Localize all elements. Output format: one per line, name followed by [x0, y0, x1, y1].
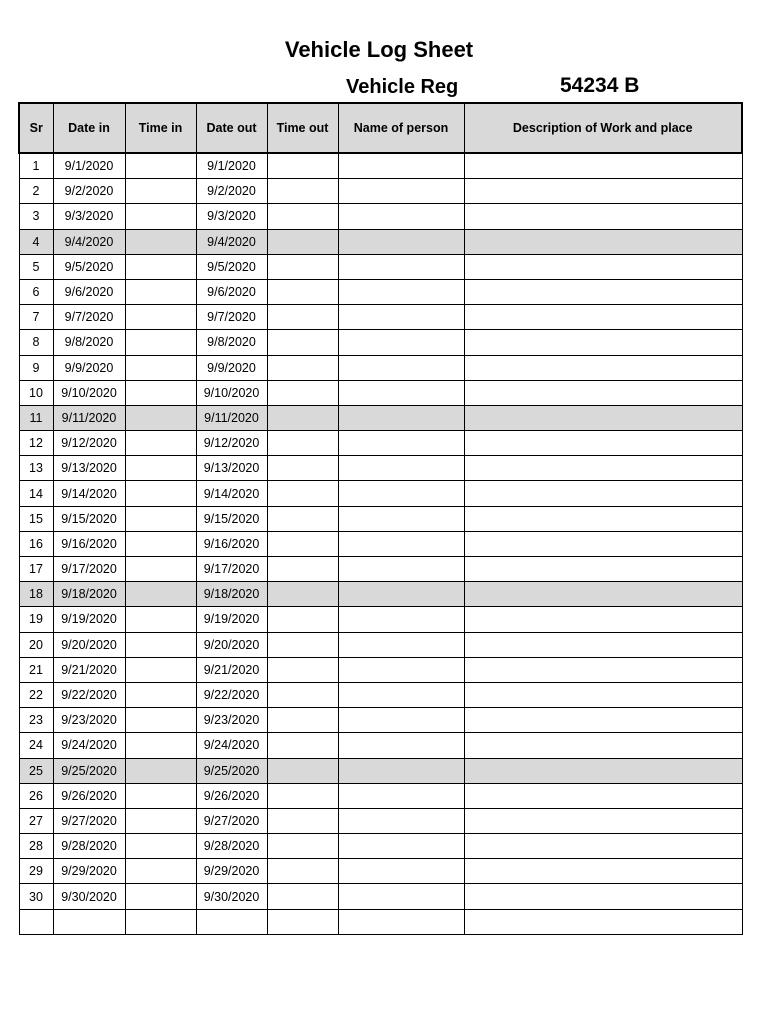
table-row [19, 431, 742, 456]
cell-time-out [267, 481, 338, 506]
cell-time-in [125, 909, 196, 934]
cell-name-of-person [338, 607, 464, 632]
cell-sr: 11 [19, 405, 53, 430]
cell-name-of-person [338, 506, 464, 531]
cell-time-in [125, 758, 196, 783]
cell-date-in: 9/12/2020 [53, 431, 125, 456]
cell-date-out: 9/24/2020 [196, 733, 267, 758]
cell-sr: 1 [19, 153, 53, 179]
table-row [19, 506, 742, 531]
cell-date-out: 9/12/2020 [196, 431, 267, 456]
cell-description [464, 733, 742, 758]
cell-sr: 30 [19, 884, 53, 909]
cell-time-in [125, 531, 196, 556]
cell-name-of-person [338, 808, 464, 833]
cell-date-in: 9/5/2020 [53, 254, 125, 279]
page-title: Vehicle Log Sheet [284, 37, 474, 62]
cell-name-of-person [338, 254, 464, 279]
cell-time-out [267, 456, 338, 481]
cell-date-out: 9/17/2020 [196, 557, 267, 582]
cell-date-in [53, 909, 125, 934]
cell-sr: 15 [19, 506, 53, 531]
cell-time-out [267, 355, 338, 380]
cell-time-in [125, 204, 196, 229]
cell-date-in: 9/14/2020 [53, 481, 125, 506]
cell-date-out: 9/16/2020 [196, 531, 267, 556]
cell-description [464, 783, 742, 808]
cell-date-in: 9/20/2020 [53, 632, 125, 657]
cell-sr: 5 [19, 254, 53, 279]
cell-name-of-person [338, 531, 464, 556]
cell-name-of-person [338, 733, 464, 758]
cell-date-out: 9/21/2020 [196, 657, 267, 682]
cell-date-in: 9/13/2020 [53, 456, 125, 481]
cell-name-of-person [338, 380, 464, 405]
cell-name-of-person [338, 481, 464, 506]
cell-date-out: 9/22/2020 [196, 682, 267, 707]
cell-time-in [125, 859, 196, 884]
cell-time-in [125, 229, 196, 254]
cell-time-out [267, 582, 338, 607]
cell-date-out: 9/3/2020 [196, 204, 267, 229]
table-row [19, 179, 742, 204]
cell-description [464, 557, 742, 582]
cell-name-of-person [338, 859, 464, 884]
cell-description [464, 153, 742, 179]
cell-time-out [267, 506, 338, 531]
cell-date-out: 9/30/2020 [196, 884, 267, 909]
table-row [19, 305, 742, 330]
cell-description [464, 531, 742, 556]
cell-time-out [267, 657, 338, 682]
cell-date-out: 9/29/2020 [196, 859, 267, 884]
cell-time-out [267, 204, 338, 229]
cell-time-out [267, 153, 338, 179]
cell-name-of-person [338, 431, 464, 456]
cell-date-out: 9/23/2020 [196, 708, 267, 733]
cell-time-in [125, 733, 196, 758]
cell-time-out [267, 682, 338, 707]
cell-sr: 14 [19, 481, 53, 506]
table-row [19, 808, 742, 833]
cell-name-of-person [338, 632, 464, 657]
cell-sr: 2 [19, 179, 53, 204]
cell-description [464, 808, 742, 833]
cell-name-of-person [338, 657, 464, 682]
cell-description [464, 758, 742, 783]
table-row [19, 204, 742, 229]
cell-date-in: 9/9/2020 [53, 355, 125, 380]
header-time-in: Time in [125, 103, 196, 153]
cell-date-out: 9/5/2020 [196, 254, 267, 279]
cell-date-out [196, 909, 267, 934]
cell-sr: 27 [19, 808, 53, 833]
cell-description [464, 179, 742, 204]
table-row [19, 884, 742, 909]
cell-sr: 23 [19, 708, 53, 733]
header-sr: Sr [19, 103, 53, 153]
table-row [19, 582, 742, 607]
header-date-out: Date out [196, 103, 267, 153]
cell-time-in [125, 884, 196, 909]
cell-name-of-person [338, 229, 464, 254]
cell-time-out [267, 380, 338, 405]
cell-time-out [267, 758, 338, 783]
header-name-of-person: Name of person [338, 103, 464, 153]
cell-time-in [125, 834, 196, 859]
cell-date-in: 9/26/2020 [53, 783, 125, 808]
cell-time-out [267, 909, 338, 934]
cell-date-out: 9/1/2020 [196, 153, 267, 179]
table-row [19, 557, 742, 582]
cell-date-in: 9/3/2020 [53, 204, 125, 229]
cell-date-out: 9/18/2020 [196, 582, 267, 607]
cell-date-in: 9/1/2020 [53, 153, 125, 179]
table-row [19, 783, 742, 808]
cell-time-in [125, 431, 196, 456]
cell-date-out: 9/9/2020 [196, 355, 267, 380]
cell-description [464, 204, 742, 229]
table-row [19, 330, 742, 355]
table-row [19, 153, 742, 179]
cell-description [464, 909, 742, 934]
cell-time-in [125, 682, 196, 707]
cell-name-of-person [338, 153, 464, 179]
cell-date-out: 9/10/2020 [196, 380, 267, 405]
cell-date-in: 9/4/2020 [53, 229, 125, 254]
table-row [19, 355, 742, 380]
cell-sr: 6 [19, 279, 53, 304]
cell-name-of-person [338, 682, 464, 707]
cell-time-in [125, 405, 196, 430]
cell-time-out [267, 531, 338, 556]
cell-description [464, 859, 742, 884]
cell-name-of-person [338, 582, 464, 607]
cell-sr: 16 [19, 531, 53, 556]
cell-time-out [267, 783, 338, 808]
table-row [19, 859, 742, 884]
table-row [19, 481, 742, 506]
cell-description [464, 884, 742, 909]
cell-sr: 10 [19, 380, 53, 405]
cell-date-out: 9/6/2020 [196, 279, 267, 304]
cell-sr: 7 [19, 305, 53, 330]
cell-sr: 20 [19, 632, 53, 657]
table-row [19, 909, 742, 934]
cell-description [464, 355, 742, 380]
cell-time-out [267, 405, 338, 430]
cell-name-of-person [338, 305, 464, 330]
cell-name-of-person [338, 355, 464, 380]
cell-name-of-person [338, 405, 464, 430]
cell-time-in [125, 355, 196, 380]
cell-sr: 17 [19, 557, 53, 582]
cell-time-in [125, 783, 196, 808]
cell-time-in [125, 330, 196, 355]
cell-name-of-person [338, 179, 464, 204]
cell-time-in [125, 279, 196, 304]
cell-date-in: 9/6/2020 [53, 279, 125, 304]
cell-date-in: 9/18/2020 [53, 582, 125, 607]
cell-description [464, 657, 742, 682]
cell-date-out: 9/28/2020 [196, 834, 267, 859]
table-row [19, 657, 742, 682]
cell-date-out: 9/20/2020 [196, 632, 267, 657]
cell-description [464, 708, 742, 733]
cell-sr: 18 [19, 582, 53, 607]
cell-description [464, 456, 742, 481]
cell-date-in: 9/8/2020 [53, 330, 125, 355]
cell-date-in: 9/29/2020 [53, 859, 125, 884]
cell-time-out [267, 179, 338, 204]
table-row [19, 254, 742, 279]
header-description: Description of Work and place [464, 103, 742, 153]
table-row [19, 708, 742, 733]
cell-time-out [267, 884, 338, 909]
table-row [19, 607, 742, 632]
cell-date-in: 9/11/2020 [53, 405, 125, 430]
cell-time-in [125, 305, 196, 330]
cell-time-out [267, 305, 338, 330]
cell-date-out: 9/2/2020 [196, 179, 267, 204]
cell-date-out: 9/7/2020 [196, 305, 267, 330]
table-row [19, 380, 742, 405]
cell-time-out [267, 279, 338, 304]
cell-sr: 9 [19, 355, 53, 380]
cell-date-in: 9/28/2020 [53, 834, 125, 859]
cell-date-in: 9/15/2020 [53, 506, 125, 531]
cell-description [464, 330, 742, 355]
cell-date-out: 9/25/2020 [196, 758, 267, 783]
cell-time-in [125, 607, 196, 632]
cell-time-out [267, 808, 338, 833]
cell-description [464, 305, 742, 330]
cell-date-out: 9/26/2020 [196, 783, 267, 808]
cell-description [464, 229, 742, 254]
vehicle-reg-label: Vehicle Reg [346, 76, 459, 98]
cell-description [464, 431, 742, 456]
cell-name-of-person [338, 758, 464, 783]
cell-description [464, 834, 742, 859]
cell-time-out [267, 229, 338, 254]
cell-time-out [267, 632, 338, 657]
table-row [19, 531, 742, 556]
cell-date-in: 9/30/2020 [53, 884, 125, 909]
cell-time-out [267, 733, 338, 758]
cell-name-of-person [338, 204, 464, 229]
cell-date-out: 9/8/2020 [196, 330, 267, 355]
cell-sr: 25 [19, 758, 53, 783]
cell-description [464, 682, 742, 707]
cell-description [464, 607, 742, 632]
cell-time-out [267, 607, 338, 632]
cell-sr: 28 [19, 834, 53, 859]
cell-sr: 24 [19, 733, 53, 758]
cell-time-out [267, 431, 338, 456]
cell-sr: 12 [19, 431, 53, 456]
table-row [19, 229, 742, 254]
cell-date-out: 9/11/2020 [196, 405, 267, 430]
cell-sr: 19 [19, 607, 53, 632]
cell-date-in: 9/16/2020 [53, 531, 125, 556]
header-time-out: Time out [267, 103, 338, 153]
vehicle-reg-value: 54234 B [560, 74, 640, 97]
cell-date-in: 9/2/2020 [53, 179, 125, 204]
table-body [19, 153, 742, 934]
cell-date-out: 9/4/2020 [196, 229, 267, 254]
cell-name-of-person [338, 783, 464, 808]
table-row [19, 834, 742, 859]
cell-name-of-person [338, 456, 464, 481]
cell-time-in [125, 708, 196, 733]
cell-name-of-person [338, 909, 464, 934]
cell-date-out: 9/19/2020 [196, 607, 267, 632]
cell-name-of-person [338, 279, 464, 304]
vehicle-log-table [18, 102, 743, 935]
cell-sr [19, 909, 53, 934]
table-row [19, 758, 742, 783]
cell-name-of-person [338, 834, 464, 859]
cell-time-out [267, 330, 338, 355]
table-row [19, 456, 742, 481]
cell-sr: 3 [19, 204, 53, 229]
cell-description [464, 582, 742, 607]
cell-date-out: 9/13/2020 [196, 456, 267, 481]
cell-name-of-person [338, 330, 464, 355]
cell-time-in [125, 456, 196, 481]
cell-sr: 13 [19, 456, 53, 481]
cell-date-in: 9/27/2020 [53, 808, 125, 833]
cell-name-of-person [338, 884, 464, 909]
cell-sr: 22 [19, 682, 53, 707]
cell-description [464, 279, 742, 304]
cell-sr: 8 [19, 330, 53, 355]
cell-date-in: 9/7/2020 [53, 305, 125, 330]
cell-time-in [125, 254, 196, 279]
cell-time-in [125, 632, 196, 657]
cell-time-out [267, 708, 338, 733]
cell-description [464, 254, 742, 279]
cell-date-in: 9/23/2020 [53, 708, 125, 733]
cell-name-of-person [338, 557, 464, 582]
table-header-row [19, 103, 742, 153]
cell-time-in [125, 153, 196, 179]
table-row [19, 632, 742, 657]
cell-date-out: 9/15/2020 [196, 506, 267, 531]
cell-date-in: 9/17/2020 [53, 557, 125, 582]
cell-date-in: 9/21/2020 [53, 657, 125, 682]
cell-time-in [125, 582, 196, 607]
cell-sr: 29 [19, 859, 53, 884]
cell-description [464, 632, 742, 657]
cell-time-in [125, 481, 196, 506]
cell-date-in: 9/10/2020 [53, 380, 125, 405]
cell-description [464, 405, 742, 430]
cell-time-out [267, 859, 338, 884]
table-row [19, 405, 742, 430]
cell-name-of-person [338, 708, 464, 733]
cell-time-in [125, 179, 196, 204]
cell-time-in [125, 808, 196, 833]
cell-date-in: 9/24/2020 [53, 733, 125, 758]
header-date-in: Date in [53, 103, 125, 153]
cell-date-in: 9/22/2020 [53, 682, 125, 707]
cell-sr: 4 [19, 229, 53, 254]
cell-date-out: 9/14/2020 [196, 481, 267, 506]
cell-description [464, 380, 742, 405]
cell-time-in [125, 657, 196, 682]
cell-time-out [267, 254, 338, 279]
table-row [19, 279, 742, 304]
cell-time-in [125, 557, 196, 582]
cell-description [464, 506, 742, 531]
cell-time-in [125, 506, 196, 531]
cell-time-out [267, 834, 338, 859]
table-row [19, 733, 742, 758]
cell-sr: 21 [19, 657, 53, 682]
cell-sr: 26 [19, 783, 53, 808]
cell-description [464, 481, 742, 506]
cell-date-in: 9/25/2020 [53, 758, 125, 783]
cell-date-in: 9/19/2020 [53, 607, 125, 632]
table-row [19, 682, 742, 707]
cell-time-out [267, 557, 338, 582]
cell-date-out: 9/27/2020 [196, 808, 267, 833]
cell-time-in [125, 380, 196, 405]
